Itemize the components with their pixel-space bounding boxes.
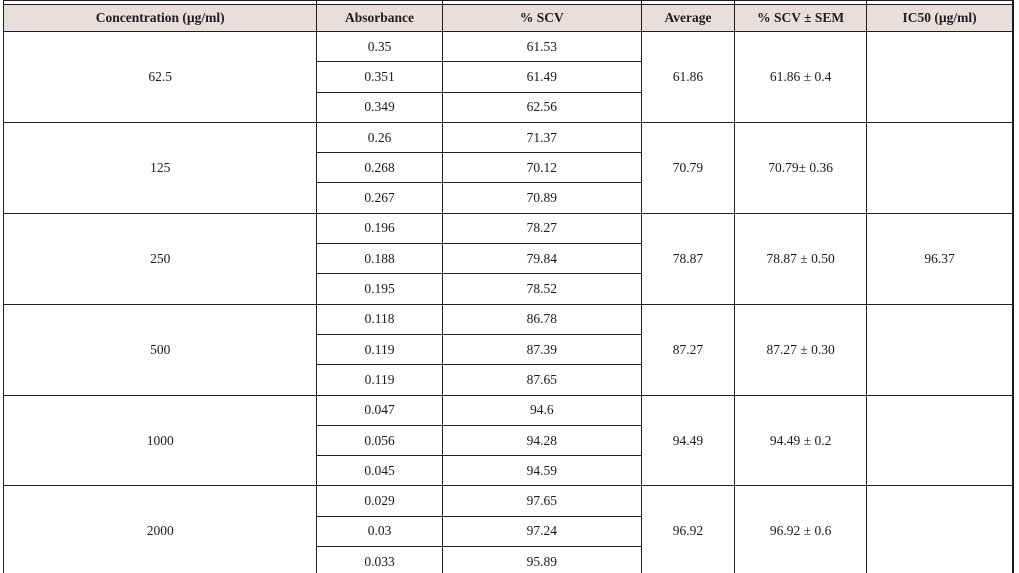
table-row [4,32,1014,62]
absorbance-cell: 0.119 [317,334,442,364]
absorbance-cell: 0.188 [317,244,442,274]
header-absorbance: Absorbance [317,5,442,32]
scv-cell: 78.52 [442,274,641,304]
results-table [3,0,1014,573]
absorbance-cell: 0.033 [317,547,442,573]
scv-cell: 87.65 [442,365,641,395]
concentration-cell: 1000 [4,395,317,486]
header-concentration: Concentration (µg/ml) [4,5,317,32]
concentration-cell: 250 [4,213,317,304]
absorbance-cell: 0.056 [317,425,442,455]
absorbance-cell: 0.195 [317,274,442,304]
ic50-cell [867,304,1013,395]
absorbance-cell: 0.267 [317,183,442,213]
absorbance-cell: 0.029 [317,486,442,516]
ic50-cell [867,122,1013,213]
concentration-cell: 62.5 [4,32,317,123]
absorbance-cell: 0.26 [317,122,442,152]
scv-sem-cell: 61.86 ± 0.4 [735,32,867,123]
table-row [4,213,1014,243]
table-row [4,395,1014,425]
scv-cell: 94.28 [442,425,641,455]
ic50-cell [867,395,1013,486]
absorbance-cell: 0.351 [317,62,442,92]
scv-sem-cell: 78.87 ± 0.50 [735,213,867,304]
average-cell: 96.92 [641,486,734,573]
average-cell: 87.27 [641,304,734,395]
scv-cell: 97.24 [442,516,641,546]
absorbance-cell: 0.268 [317,153,442,183]
concentration-cell: 500 [4,304,317,395]
scv-cell: 70.12 [442,153,641,183]
scv-cell: 94.6 [442,395,641,425]
scv-cell: 94.59 [442,456,641,486]
header-scv-sem: % SCV ± SEM [735,5,867,32]
average-cell: 78.87 [641,213,734,304]
scv-cell: 87.39 [442,334,641,364]
scv-sem-cell: 96.92 ± 0.6 [735,486,867,573]
absorbance-cell: 0.03 [317,516,442,546]
table-row [4,122,1014,152]
scv-cell: 86.78 [442,304,641,334]
absorbance-cell: 0.349 [317,92,442,122]
absorbance-cell: 0.118 [317,304,442,334]
header-scv: % SCV [442,5,641,32]
absorbance-cell: 0.196 [317,213,442,243]
absorbance-cell: 0.045 [317,456,442,486]
absorbance-cell: 0.35 [317,32,442,62]
scv-cell: 61.53 [442,32,641,62]
table-row [4,486,1014,516]
table-row [4,304,1014,334]
scv-cell: 95.89 [442,547,641,573]
concentration-cell: 125 [4,122,317,213]
average-cell: 94.49 [641,395,734,486]
scv-cell: 71.37 [442,122,641,152]
scv-cell: 70.89 [442,183,641,213]
scv-sem-cell: 87.27 ± 0.30 [735,304,867,395]
header-ic50: IC50 (µg/ml) [867,5,1013,32]
concentration-cell: 2000 [4,486,317,573]
scv-cell: 61.49 [442,62,641,92]
average-cell: 61.86 [641,32,734,123]
absorbance-cell: 0.119 [317,365,442,395]
average-cell: 70.79 [641,122,734,213]
scv-cell: 78.27 [442,213,641,243]
ic50-cell: 96.37 [867,213,1013,304]
table-body [4,32,1014,573]
header-average: Average [641,5,734,32]
scv-cell: 97.65 [442,486,641,516]
ic50-cell [867,32,1013,123]
scv-cell: 62.56 [442,92,641,122]
header-row [4,5,1014,32]
scv-sem-cell: 70.79± 0.36 [735,122,867,213]
scv-cell: 79.84 [442,244,641,274]
absorbance-cell: 0.047 [317,395,442,425]
scv-sem-cell: 94.49 ± 0.2 [735,395,867,486]
ic50-cell [867,486,1013,573]
